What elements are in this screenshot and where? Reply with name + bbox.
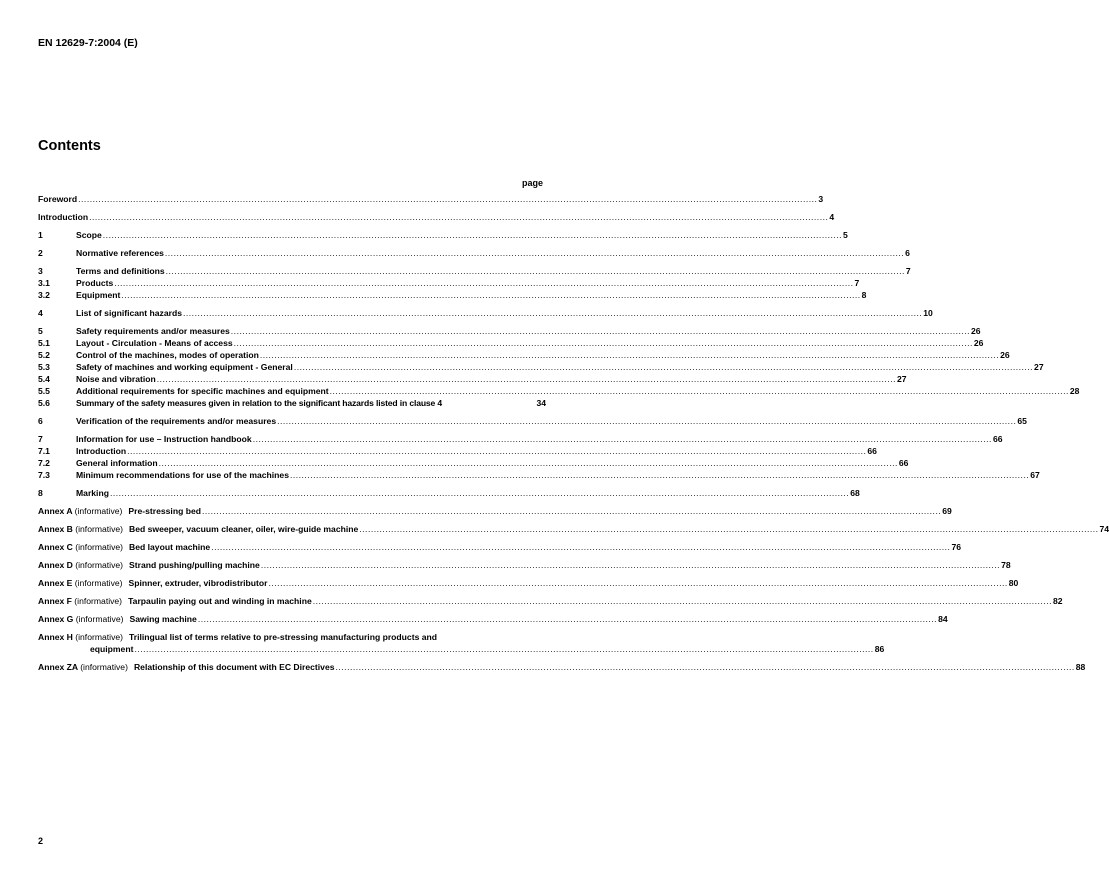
page-title: Contents	[38, 138, 101, 154]
toc-entry-7[interactable]	[38, 433, 1003, 445]
leader-dots	[330, 385, 1069, 397]
toc-entry-page: 80	[1008, 578, 1019, 588]
leader-dots	[127, 445, 866, 457]
toc-entry-8[interactable]	[38, 487, 860, 499]
toc-entry-text: Introduction	[38, 212, 89, 222]
toc-entry-5-3[interactable]	[38, 361, 1044, 373]
annex-label	[38, 631, 129, 643]
toc-entry-7-1[interactable]	[38, 445, 877, 457]
annex-letter: Annex G	[38, 614, 74, 624]
leader-dots	[121, 289, 860, 301]
toc-entry-text: Additional requirements for specific machines and equipment	[76, 386, 329, 396]
toc-entry-5-6[interactable]	[38, 397, 546, 409]
toc-entry-text: Bed sweeper, vacuum cleaner, oiler, wire-guide machine	[129, 524, 359, 534]
toc-entry-annex-h[interactable]	[38, 631, 546, 643]
toc-entry-annex-c[interactable]	[38, 541, 961, 553]
toc-entry-page: 7	[905, 266, 911, 276]
toc-entry-text: Verification of the requirements and/or measures	[76, 416, 277, 426]
leader-dots	[231, 325, 970, 337]
toc-entry-5-5[interactable]	[38, 385, 1080, 397]
annex-type: (informative)	[75, 614, 124, 624]
toc-entry-annex-f[interactable]	[38, 595, 1063, 607]
toc-entry-number: 5.2	[38, 350, 50, 360]
toc-entry-page: 27	[896, 374, 907, 384]
toc-entry-introduction[interactable]	[38, 211, 835, 223]
toc-entry-5-2[interactable]	[38, 349, 1010, 361]
annex-type: (informative)	[75, 632, 124, 642]
toc-entry-number: 3.1	[38, 278, 50, 288]
toc-entry-3[interactable]	[38, 265, 911, 277]
toc-entry-7-3[interactable]	[38, 469, 1040, 481]
toc-entry-text: Strand pushing/pulling machine	[129, 560, 260, 570]
toc-entry-text: Noise and vibration	[76, 374, 156, 384]
toc-entry-4[interactable]	[38, 307, 933, 319]
toc-entry-number: 3	[38, 266, 43, 276]
toc-entry-3-1[interactable]	[38, 277, 860, 289]
leader-dots	[183, 307, 922, 319]
toc-entry-annex-za[interactable]	[38, 661, 1086, 673]
toc-entry-text: Sawing machine	[129, 614, 197, 624]
leader-dots	[114, 277, 853, 289]
toc-entry-page: 8	[861, 290, 867, 300]
toc-entry-page: 26	[973, 338, 984, 348]
toc-entry-page: 28	[1069, 386, 1080, 396]
toc-entry-number: 4	[38, 308, 43, 318]
leader-dots	[89, 211, 828, 223]
annex-letter: Annex D	[38, 560, 73, 570]
annex-label	[38, 505, 128, 517]
toc-entry-number: 7.1	[38, 446, 50, 456]
toc-entry-page: 66	[898, 458, 909, 468]
toc-entry-page: 74	[1099, 524, 1109, 534]
toc-entry-text: Pre-stressing bed	[128, 506, 201, 516]
toc-entry-page: 26	[971, 326, 981, 336]
toc-entry-number: 2	[38, 248, 43, 258]
toc-entry-text: Foreword	[38, 194, 78, 204]
toc-entry-page: 26	[1000, 350, 1010, 360]
toc-entry-page: 34	[536, 398, 546, 408]
leader-dots	[253, 433, 992, 445]
toc-entry-text: General information	[76, 458, 158, 468]
leader-dots	[134, 643, 873, 655]
toc-entry-number: 5.1	[38, 338, 50, 348]
leader-dots	[290, 469, 1029, 481]
leader-dots	[261, 559, 1000, 571]
annex-type: (informative)	[74, 578, 123, 588]
toc-entry-page: 78	[1001, 560, 1011, 570]
document-header: EN 12629-7:2004 (E)	[38, 37, 138, 49]
toc-entry-page: 68	[850, 488, 860, 498]
table-of-contents	[38, 193, 1109, 673]
toc-entry-page: 4	[829, 212, 835, 222]
page-number: 2	[38, 836, 44, 846]
toc-entry-annex-d[interactable]	[38, 559, 1011, 571]
leader-dots	[359, 523, 1098, 535]
annex-label	[38, 661, 134, 673]
annex-letter: Annex B	[38, 524, 73, 534]
toc-entry-7-2[interactable]	[38, 457, 909, 469]
toc-entry-foreword[interactable]	[38, 193, 824, 205]
toc-entry-number: 5	[38, 326, 43, 336]
leader-dots	[165, 247, 904, 259]
toc-entry-page: 66	[992, 434, 1003, 444]
toc-entry-1[interactable]	[38, 229, 848, 241]
toc-entry-number: 5.6	[38, 398, 50, 408]
leader-dots	[202, 505, 941, 517]
annex-type: (informative)	[74, 596, 123, 606]
toc-entry-annex-h-cont[interactable]	[38, 643, 885, 655]
leader-dots	[277, 415, 1016, 427]
toc-entry-page: 3	[818, 194, 824, 204]
annex-type: (informative)	[75, 560, 124, 570]
toc-entry-number: 8	[38, 488, 43, 498]
toc-entry-text: Safety requirements and/or measures	[76, 326, 230, 336]
toc-entry-text: Control of the machines, modes of operation	[76, 350, 259, 360]
leader-dots	[336, 661, 1075, 673]
toc-entry-page: 69	[942, 506, 952, 516]
toc-entry-text: Layout - Circulation - Means of access	[76, 338, 233, 348]
leader-dots	[313, 595, 1052, 607]
toc-entry-text: Terms and definitions	[76, 266, 165, 276]
toc-entry-text: Tarpaulin paying out and winding in machine	[128, 596, 312, 606]
toc-entry-page: 27	[1034, 362, 1044, 372]
toc-entry-5-4[interactable]	[38, 373, 907, 385]
toc-entry-number: 6	[38, 416, 43, 426]
toc-entry-text: Normative references	[76, 248, 164, 258]
annex-label	[38, 559, 129, 571]
toc-entry-text: Equipment	[76, 290, 121, 300]
annex-label	[38, 541, 129, 553]
annex-type: (informative)	[74, 506, 123, 516]
toc-entry-text: Products	[76, 278, 114, 288]
toc-entry-text: Spinner, extruder, vibrodistributor	[128, 578, 268, 588]
page-column-label: page	[521, 178, 543, 188]
toc-entry-text: Relationship of this document with EC Directives	[133, 662, 335, 672]
leader-dots	[103, 229, 842, 241]
toc-entry-number: 1	[38, 230, 43, 240]
toc-entry-page: 10	[923, 308, 933, 318]
toc-entry-number: 3.2	[38, 290, 50, 300]
toc-entry-annex-e[interactable]	[38, 577, 1019, 589]
leader-dots	[294, 361, 1033, 373]
toc-entry-text: Scope	[76, 230, 102, 240]
toc-entry-number: 5.5	[38, 386, 50, 396]
toc-entry-page: 65	[1017, 416, 1027, 426]
toc-entry-page: 7	[854, 278, 860, 288]
toc-entry-6[interactable]	[38, 415, 1027, 427]
leader-dots	[260, 349, 999, 361]
toc-entry-page: 5	[843, 230, 848, 240]
toc-entry-page: 76	[951, 542, 961, 552]
annex-label	[38, 613, 130, 625]
toc-entry-annex-g[interactable]	[38, 613, 948, 625]
toc-entry-text: List of significant hazards	[76, 308, 183, 318]
toc-entry-page: 88	[1075, 662, 1086, 672]
annex-letter: Annex H	[38, 632, 73, 642]
leader-dots	[211, 541, 950, 553]
leader-dots	[166, 265, 905, 277]
toc-entry-text: Introduction	[76, 446, 127, 456]
toc-entry-text: Marking	[76, 488, 109, 498]
toc-entry-page: 6	[905, 248, 910, 258]
toc-entry-page: 66	[867, 446, 877, 456]
annex-letter: Annex ZA	[38, 662, 78, 672]
leader-dots	[269, 577, 1008, 589]
toc-entry-page: 67	[1030, 470, 1040, 480]
toc-entry-number: 5.3	[38, 362, 50, 372]
toc-entry-number: 5.4	[38, 374, 50, 384]
toc-entry-annex-a[interactable]	[38, 505, 952, 517]
leader-dots	[110, 487, 849, 499]
toc-entry-annex-b[interactable]	[38, 523, 1109, 535]
leader-dots	[78, 193, 817, 205]
leader-dots	[234, 337, 973, 349]
annex-letter: Annex F	[38, 596, 72, 606]
annex-type: (informative)	[75, 542, 124, 552]
toc-entry-page: 82	[1052, 596, 1063, 606]
toc-entry-number: 7.3	[38, 470, 50, 480]
toc-entry-number: 7.2	[38, 458, 50, 468]
toc-entry-text: Information for use – Instruction handbook	[76, 434, 252, 444]
leader-dots	[159, 457, 898, 469]
toc-entry-2[interactable]	[38, 247, 910, 259]
annex-label	[38, 577, 129, 589]
leader-dots	[198, 613, 937, 625]
annex-type: (informative)	[80, 662, 128, 672]
toc-entry-number: 7	[38, 434, 43, 444]
toc-entry-text: equipment	[90, 644, 134, 654]
toc-entry-text: Trilingual list of terms relative to pre-stressing manufacturing products and	[129, 632, 438, 642]
annex-label	[38, 523, 129, 535]
leader-dots	[157, 373, 896, 385]
toc-entry-text: Summary of the safety measures given in relation to the significant hazards listed in clause 4	[76, 398, 443, 408]
toc-entry-text: Safety of machines and working equipment - General	[76, 362, 293, 372]
toc-entry-page: 86	[874, 644, 885, 654]
annex-type: (informative)	[75, 524, 124, 534]
annex-label	[38, 595, 128, 607]
toc-entry-5-1[interactable]	[38, 337, 984, 349]
toc-entry-5[interactable]	[38, 325, 981, 337]
toc-entry-page: 84	[938, 614, 948, 624]
toc-entry-3-2[interactable]	[38, 289, 867, 301]
annex-letter: Annex E	[38, 578, 73, 588]
annex-letter: Annex C	[38, 542, 73, 552]
toc-entry-text: Bed layout machine	[129, 542, 211, 552]
annex-letter: Annex A	[38, 506, 73, 516]
toc-entry-text: Minimum recommendations for use of the machines	[76, 470, 289, 480]
